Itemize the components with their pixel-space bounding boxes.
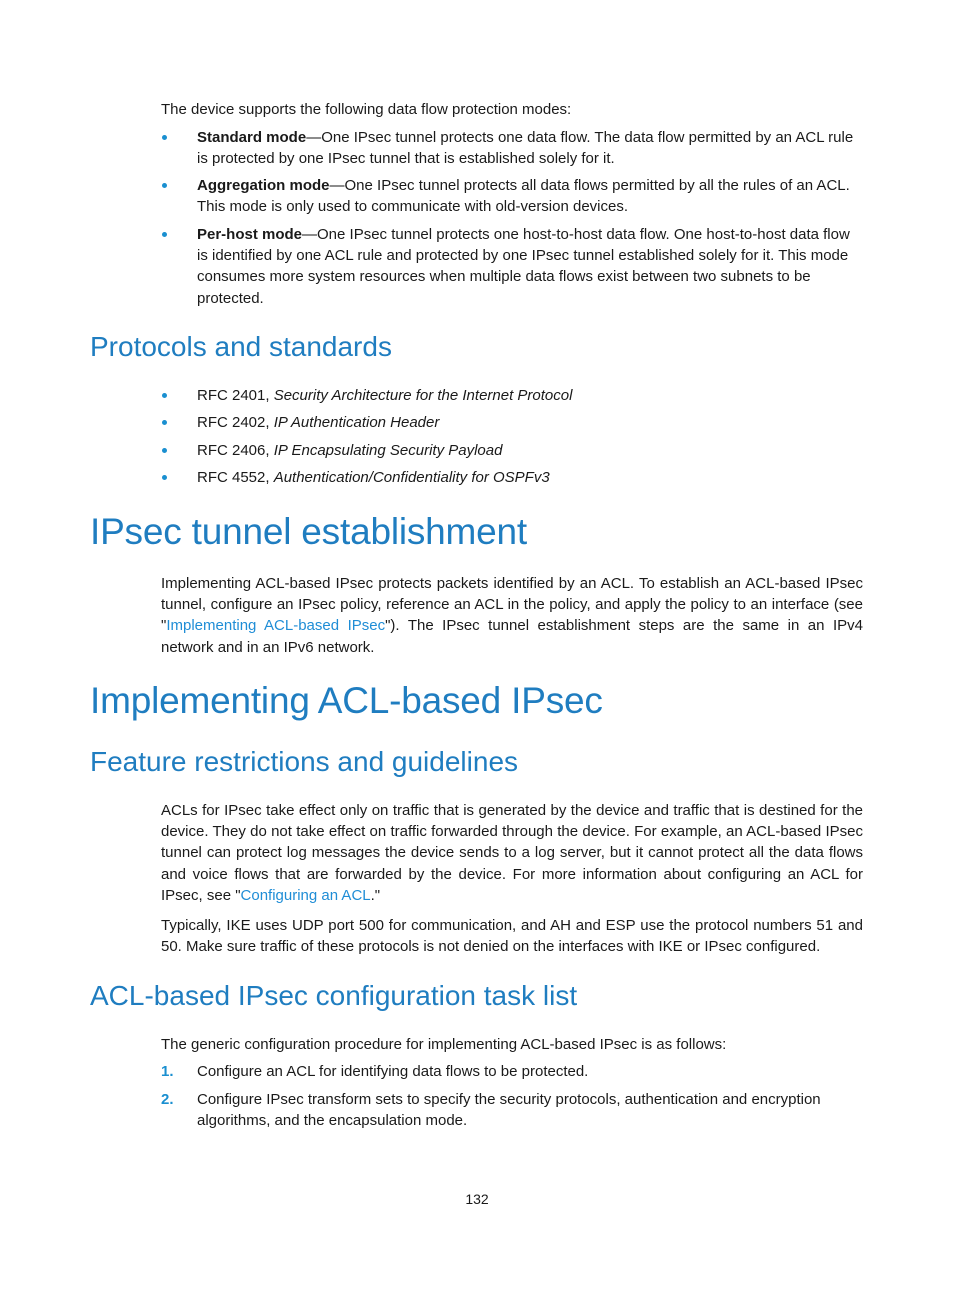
step-number: 1. <box>161 1063 174 1080</box>
bullet-icon <box>162 420 167 425</box>
link-implementing-acl-ipsec[interactable]: Implementing ACL-based IPsec <box>166 617 386 635</box>
rfc-number: RFC 4552, <box>197 469 274 486</box>
list-item <box>161 127 863 169</box>
bullet-icon <box>162 448 167 453</box>
bullet-icon <box>162 183 167 188</box>
step-text: Configure IPsec transform sets to specify the security protocols, authentication and encryption algorithms, and the encapsulation mode. <box>197 1091 821 1130</box>
step-text: Configure an ACL for identifying data flows to be protected. <box>197 1063 589 1080</box>
page-number: 132 <box>465 1191 489 1207</box>
mode-description: —One IPsec tunnel protects one host-to-host data flow. One host-to-host data flow is identified by one ACL rule and protected by one IPsec tunnel established solely for it. This mode consumes more system resources when multiple data flows exist between two subnets to be protected. <box>197 226 850 307</box>
rfc-title: IP Encapsulating Security Payload <box>273 442 503 459</box>
section-heading-protocols: Protocols and standards <box>90 331 392 362</box>
mode-term: Aggregation mode <box>197 177 330 194</box>
section-heading-tasklist: ACL-based IPsec configuration task list <box>90 980 578 1011</box>
restrictions-paragraph: ACLs for IPsec take effect only on traffic that is generated by the device and traffic that is destined for the device. They do not take effect on traffic forwarded through the device. For example, an ACL-based IPsec tunnel can protect log messages the device sends to a log server, but it cannot protect all the data flows and voice flows that are forwarded by the device. For more information about configuring an ACL for IPsec, see "Configuring an ACL." <box>161 802 863 904</box>
list-item <box>161 467 863 488</box>
list-item <box>161 224 863 309</box>
section-heading-restrictions: Feature restrictions and guidelines <box>90 746 519 777</box>
step-number: 2. <box>161 1091 174 1108</box>
rfc-number: RFC 2401, <box>197 387 274 404</box>
rfc-title: Authentication/Confidentiality for OSPFv3 <box>273 469 550 486</box>
list-item <box>161 1089 863 1131</box>
rfc-number: RFC 2402, <box>197 414 274 431</box>
mode-description: —One IPsec tunnel protects all data flows permitted by all the rules of an ACL. This mode is only used to communicate with old-version devices. <box>197 177 850 216</box>
list-item <box>161 385 863 406</box>
tasklist-intro: The generic configuration procedure for implementing ACL-based IPsec is as follows: <box>161 1036 727 1053</box>
bullet-icon <box>162 393 167 398</box>
mode-description: —One IPsec tunnel protects one data flow. The data flow permitted by an ACL rule is protected by one IPsec tunnel that is established solely for it. <box>197 129 854 168</box>
bullet-icon <box>162 135 167 140</box>
rfc-title: IP Authentication Header <box>273 414 440 431</box>
bullet-icon <box>162 232 167 237</box>
tunnel-paragraph: Implementing ACL-based IPsec protects packets identified by an ACL. To establish an ACL-based IPsec tunnel, configure an IPsec policy, reference an ACL in the policy, and apply the policy to an interface (see "Implementing ACL-based IPsec"). The IPsec tunnel establishment steps are the same in an IPv4 network and in an IPv6 network. <box>161 575 863 656</box>
list-item <box>161 440 863 461</box>
list-item <box>161 412 863 433</box>
mode-term: Standard mode <box>197 129 307 146</box>
rfc-title: Security Architecture for the Internet Protocol <box>273 387 573 404</box>
protocol-ports-paragraph: Typically, IKE uses UDP port 500 for communication, and AH and ESP use the protocol numbers 51 and 50. Make sure traffic of these protocols is not denied on the interfaces with IKE or IPsec configured. <box>161 917 863 956</box>
link-configuring-acl[interactable]: Configuring an ACL <box>240 886 371 904</box>
list-item <box>161 175 863 217</box>
mode-term: Per-host mode <box>197 226 303 243</box>
list-item <box>161 1061 863 1082</box>
intro-paragraph: The device supports the following data flow protection modes: <box>161 101 572 118</box>
chapter-heading-tunnel: IPsec tunnel establishment <box>90 511 527 552</box>
rfc-number: RFC 2406, <box>197 442 274 459</box>
chapter-heading-implementing: Implementing ACL-based IPsec <box>90 680 603 721</box>
bullet-icon <box>162 475 167 480</box>
